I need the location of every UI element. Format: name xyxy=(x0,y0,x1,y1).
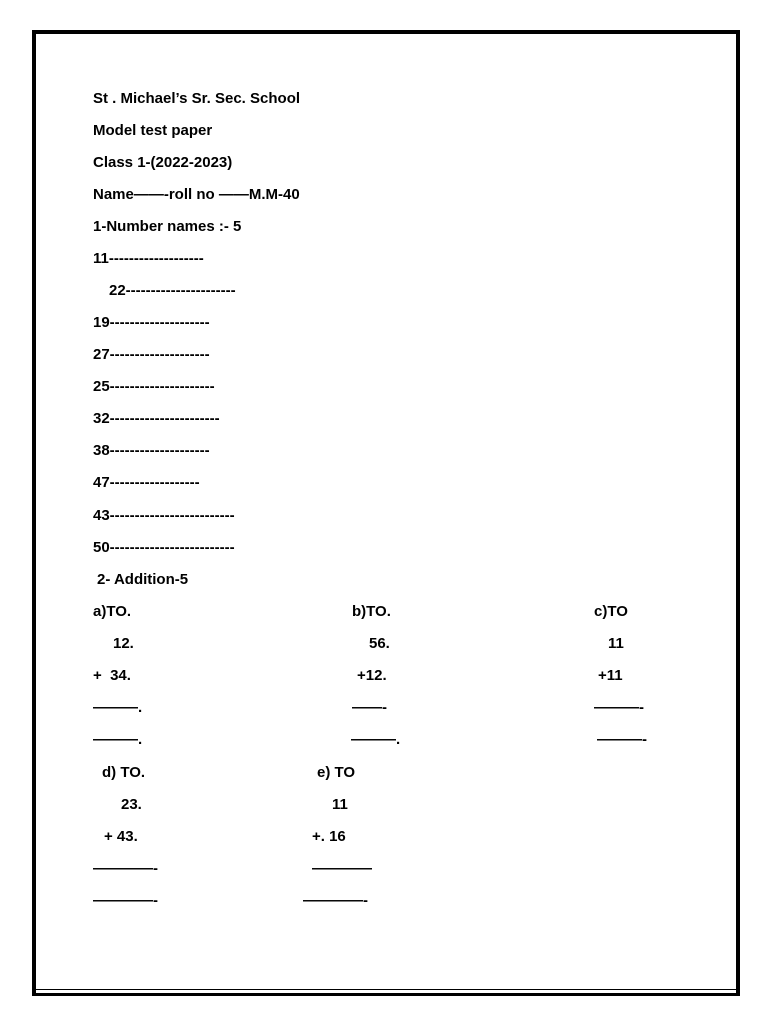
section1-heading: 1-Number names :- 5 xyxy=(93,218,242,235)
problem-a-addend: + 34. xyxy=(93,667,131,684)
problem-e-line2: ————- xyxy=(303,892,368,909)
problem-c-label: c)TO xyxy=(594,603,628,620)
problem-c-line1: ———- xyxy=(594,699,644,716)
section2-heading: 2- Addition-5 xyxy=(97,571,189,588)
number-name-item: 25--------------------- xyxy=(93,378,215,395)
problem-e-label: e) TO xyxy=(317,764,356,781)
problem-d-top: 23. xyxy=(121,796,142,813)
class-line: Class 1-(2022-2023) xyxy=(93,154,233,171)
problem-d-line2: ————- xyxy=(93,892,158,909)
number-name-item: 43------------------------- xyxy=(93,507,235,524)
school-name: St . Michael’s Sr. Sec. School xyxy=(93,90,301,107)
number-name-item: 11------------------- xyxy=(93,250,204,267)
number-name-item: 22---------------------- xyxy=(109,282,236,299)
problem-a-line1: ———. xyxy=(93,699,143,716)
number-name-item: 47------------------ xyxy=(93,474,200,491)
problem-b-line1: ——- xyxy=(352,699,387,716)
problem-b-addend: +12. xyxy=(357,667,387,684)
name-roll-line: Name——-roll no ——M.M-40 xyxy=(93,186,300,203)
problem-e-addend: +. 16 xyxy=(312,828,346,845)
problem-a-top: 12. xyxy=(113,635,134,652)
page-bottom-rule xyxy=(36,989,736,990)
problem-d-addend: + 43. xyxy=(104,828,138,845)
problem-b-line2: ———. xyxy=(351,731,401,748)
paper-title: Model test paper xyxy=(93,122,213,139)
problem-e-top: 11 xyxy=(332,796,348,813)
problem-a-label: a)TO. xyxy=(93,603,132,620)
problem-b-label: b)TO. xyxy=(352,603,391,620)
problem-c-addend: +11 xyxy=(598,667,623,684)
problem-c-line2: ———- xyxy=(597,731,647,748)
problem-c-top: 11 xyxy=(608,635,624,652)
number-name-item: 50------------------------- xyxy=(93,539,235,556)
problem-b-top: 56. xyxy=(369,635,390,652)
number-name-item: 27-------------------- xyxy=(93,346,210,363)
problem-d-label: d) TO. xyxy=(102,764,146,781)
problem-e-line1: ———— xyxy=(312,860,372,877)
problem-d-line1: ————- xyxy=(93,860,158,877)
number-name-item: 32---------------------- xyxy=(93,410,220,427)
problem-a-line2: ———. xyxy=(93,731,143,748)
number-name-item: 38-------------------- xyxy=(93,442,210,459)
number-name-item: 19-------------------- xyxy=(93,314,210,331)
